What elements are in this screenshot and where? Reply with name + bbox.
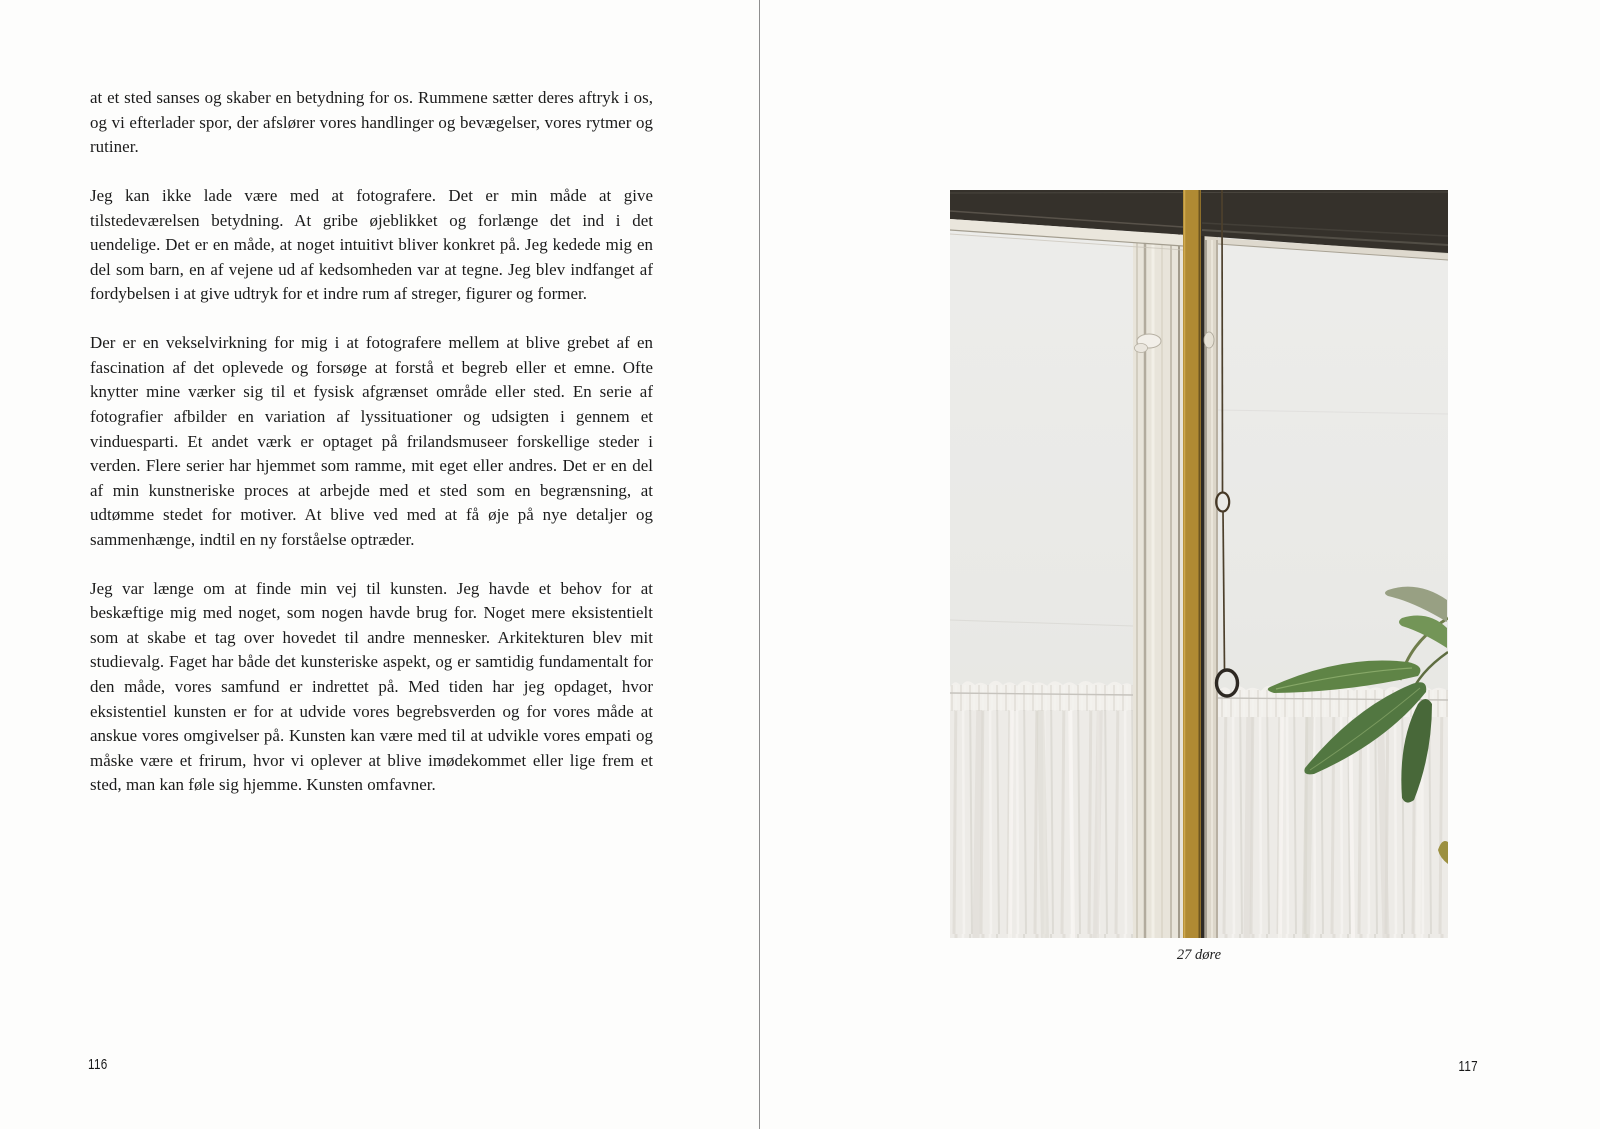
window-mullion — [1133, 190, 1218, 938]
paragraph-3: Der er en vekselvirkning for mig i at fotografere mellem at blive grebet af en fascination af det oplevede og forsøge at forstå et begreb eller et emne. Ofte knytter mine værker sig til et fysisk afgrænset område eller sted. En serie af fotografier afbilder en variation af lyssituationer og udsigten i gennem et vinduesparti. Et andet værk er optaget på frilandsmuseer forskellige steder i verden. Flere serier har hjemmet som ramme, mit eget eller andres. Det er en del af min kunstneriske proces at arbejde med et sted som en begrænsning, at udtømme stedet for motiver. At blive ved med at få øje på nye detaljer og sammenhænge, indtil en ny forståelse optræder. — [90, 333, 653, 549]
paragraph-1: at et sted sanses og skaber en betydning for os. Rummene sætter deres aftryk i os, og vi efterlader spor, der afslører vores handlinger og bevægelser, vores rytmer og rutiner. — [90, 88, 653, 157]
paragraph-2: Jeg kan ikke lade være med at fotografere. Det er min måde at give tilstedeværelsen betydning. At gribe øjeblikket og forlænge det ind i det uendelige. Det er en måde, at noget intuitivt bliver konkret på. Jeg kedede mig en del som barn, en af vejene ud af kedsomheden var at tegne. Jeg blev indfanget af fordybelsen i at give udtryk for et indre rum af streger, figurer og former. — [90, 186, 653, 304]
spread-fold-divider — [759, 0, 761, 1129]
mullion-yellow-strip — [1183, 190, 1201, 938]
photo-caption: 27 døre — [1176, 947, 1222, 963]
cord — [1222, 190, 1223, 492]
page-number-right: 117 — [1458, 1058, 1478, 1075]
paragraph-4: Jeg var længe om at finde min vej til kunsten. Jeg havde et behov for at beskæftige mig med noget, som nogen havde brug for. Noget mere eksistentielt som at skabe et tag over hovedet til andre mennesker. Arkitekturen blev mit studievalg. Faget har både det kunsteriske aspekt, og er samtidig fundamentalt for den måde, vores samfund er indrettet på. Med tiden har jeg opdaget, hvor eksistentiel kunsten er for at udvide vores begrebsverden og for vores måde at anskue vores omgivelser på. Kunsten kan være med til at udvikle vores empati og måske være et frirum, hvor vi oplever at blive imødekommet eller lige frem et sted, man kan føle sig hjemme. Kunsten omfavner. — [90, 578, 653, 795]
curtain-left — [950, 681, 1133, 938]
window-photo-illustration — [950, 190, 1448, 938]
body-text — [90, 86, 653, 822]
photo-figure — [950, 190, 1448, 964]
page-number-left: 116 — [88, 1056, 108, 1073]
